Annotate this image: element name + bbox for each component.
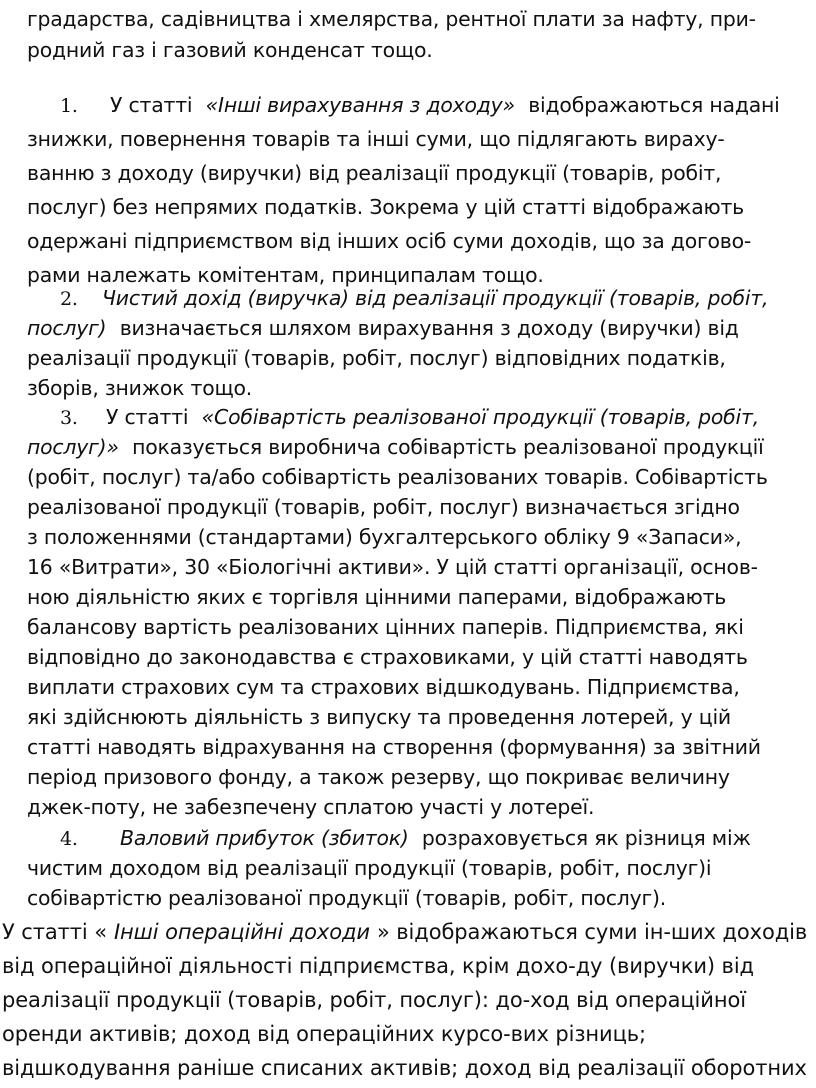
text-line: ванню з доходу (виручки) від реалізації продукції (товарів, робіт, (27, 161, 722, 185)
text-line: знижки, повернення товарів та інші суми, що підлягають вираху- (27, 127, 725, 151)
term-italic: «Інші вирахування з доходу» (205, 93, 515, 117)
text-line: собівартістю реалізованої продукції (товарів, робіт, послуг). (27, 886, 667, 910)
text-line (27, 313, 739, 343)
text-span: У статті « (2, 920, 107, 944)
text-span: визначається шляхом вирахування з доходу (виручки) від (119, 316, 739, 340)
list-item-1 (60, 90, 780, 121)
text-line: джек-поту, не забезпечену сплатою участі у лотереї. (27, 795, 595, 819)
text-line: оренди активів; доход від операційних курсо-вих різниць; (2, 1022, 647, 1046)
text-line: градарства, садівництва і хмелярства, рентної плати за нафту, при- (27, 7, 756, 31)
text-line: від операційної діяльності підприємства, крім дохо-ду (виручки) від (2, 954, 754, 978)
text-line: зборів, знижок тощо. (27, 376, 253, 400)
text-line: реалізації продукції (товарів, робіт, послуг) відповідних податків, (27, 346, 726, 370)
text-line: ною діяльністю яких є торгівля цінними паперами, відображають (27, 585, 727, 609)
text-line: чистим доходом від реалізації продукції (товарів, робіт, послуг)і (27, 856, 712, 880)
text-line: реалізованої продукції (товарів, робіт, послуг) визначається згідно (27, 495, 740, 519)
term-italic: Інші операційні доходи (113, 920, 370, 944)
text-line: рами належать комітентам, принципалам тощо. (27, 263, 544, 287)
text-span: відображаються надані (528, 93, 780, 117)
list-number: 2. (60, 288, 78, 310)
text-line (2, 914, 807, 950)
text-line: період призового фонду, а також резерву, що покриває величину (27, 765, 730, 789)
text-span: У статті (110, 93, 193, 117)
text-line: балансову вартість реалізованих цінних паперів. Підприємства, які (27, 615, 744, 639)
text-line: відповідно до законодавства є страховиками, у цій статті наводять (27, 645, 748, 669)
term-italic: «Собівартість реалізованої продукції (товарів, робіт, (201, 405, 759, 429)
list-item-2 (60, 283, 768, 314)
text-line: (робіт, послуг) та/або собівартість реалізованих товарів. Собівартість (27, 465, 768, 489)
term-italic: Валовий прибуток (збиток) (120, 826, 409, 850)
text-span: » відображаються суми ін-ших доходів (376, 920, 808, 944)
text-line: родний газ і газовий конденсат тощо. (27, 38, 433, 62)
text-line: 16 «Витрати», 30 «Біологічні активи». У цій статті організації, основ- (27, 555, 758, 579)
list-number: 3. (60, 407, 78, 429)
term-italic: послуг)» (27, 435, 119, 459)
text-line: статті наводять відрахування на створення (формування) за звітний (27, 735, 761, 759)
text-span: розраховується як різниця між (421, 826, 751, 850)
text-line: послуг) без непрямих податків. Зокрема у цій статті відображають (27, 195, 744, 219)
term-italic: послуг) (27, 316, 107, 340)
text-span: У статті (106, 405, 189, 429)
list-number: 1. (60, 95, 78, 117)
text-span: показується виробнича собівартість реалізованої продукції (132, 435, 764, 459)
text-line: з положеннями (стандартами) бухгалтерського обліку 9 «Запаси», (27, 525, 742, 549)
text-line (27, 432, 764, 462)
text-line: які здійснюють діяльність з випуску та проведення лотерей, у цій (27, 705, 731, 729)
list-item-4 (60, 823, 751, 854)
term-italic: Чистий дохід (виручка) від реалізації продукції (товарів, робіт, (102, 286, 769, 310)
text-line: відшкодування раніше списаних активів; доход від реалізації оборотних (2, 1056, 807, 1080)
list-number: 4. (60, 828, 78, 850)
list-item-3 (60, 402, 759, 433)
text-line: виплати страхових сум та страхових відшкодувань. Підприємства, (27, 675, 740, 699)
text-line: реалізації продукції (товарів, робіт, послуг): до-ход від операційної (2, 988, 746, 1012)
text-line: одержані підприємством від інших осіб суми доходів, що за догово- (27, 229, 752, 253)
